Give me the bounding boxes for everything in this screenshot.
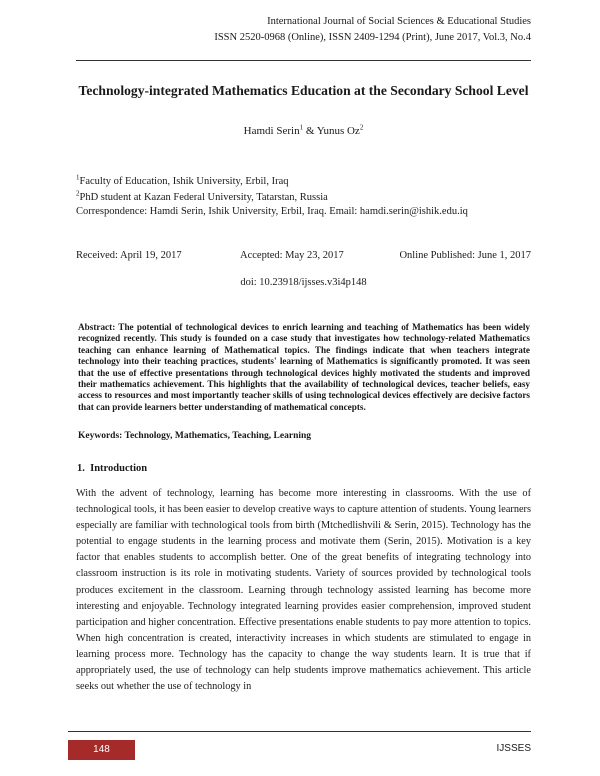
affiliation-superscript: 1 — [76, 173, 80, 182]
received-date: Received: April 19, 2017 — [76, 250, 182, 261]
abstract: Abstract: The potential of technological devices to enrich learning and teaching of Mathematics has been widely recognized recently. This study is founded on a case study that investigates how technology-related Mathematics teaching can enhance learning of Mathematical topics. The findings indicate that when teachers integrate technology into their teaching practices, students' learning of Mathematics is significantly promoted. It was seen that the use of effective presentations through technological devices highly motivated the students and improved their mathematics achievement. This highlights that the availability of technological devices, teacher beliefs, easy access to resources and most importantly teacher skills of using technological devices effectively are decisive factors that can provide learners better understanding of mathematical concepts. — [78, 322, 530, 412]
affiliation-superscript: 2 — [76, 189, 80, 198]
affiliation-text: PhD student at Kazan Federal University, Tatarstan, Russia — [79, 192, 328, 203]
section-heading: 1. Introduction — [77, 463, 148, 474]
page-number: 148 — [68, 740, 135, 760]
author-name: Hamdi Serin — [243, 125, 300, 137]
author-name: Yunus Oz — [316, 125, 360, 137]
footer-journal-abbr: IJSSES — [496, 743, 531, 754]
footer-divider — [68, 731, 531, 732]
journal-issn: ISSN 2520-0968 (Online), ISSN 2409-1294 (Print), June 2017, Vol.3, No.4 — [214, 31, 531, 43]
journal-name: International Journal of Social Sciences & Educational Studies — [267, 16, 531, 27]
intro-paragraph: With the advent of technology, learning has become more interesting in classrooms. With the use of technological tools, it has been easier to develop creative ways to capture attention of students. Young learners especially are familiar with technological tools from birth (Mtchedlishvili & Serin, 2015). Technology has the potential to engage students in the learning process and motivate them (Serin, 2015). Motivation is a key factor that enables students to accomplish better. One of the great benefits of integrating technology into classroom instruction is its role in motivating students. Variety of sources provided by technological tools produces excitement in the classroom. Learning through technology assisted learning has become more interesting and enjoyable. Technology integrated learning provides easier comprehension, improved student participation and higher concentration. Effective presentations enable students to pay more attention to topics. When high concentration is created, interactivity increases in which students are stimulated to engage in learning process more. Technology has the capacity to change the way students learn. It is true that if appropriately used, the use of technology can help students improve mathematics achievement. This article seeks out whether the use of technology in — [76, 488, 531, 693]
doi: doi: 10.23918/ijsses.v3i4p148 — [240, 277, 367, 288]
journal-header — [71, 14, 531, 45]
author-line — [76, 125, 531, 137]
keywords: Keywords: Technology, Mathematics, Teaching, Learning — [78, 431, 312, 441]
affiliation-2 — [76, 191, 536, 205]
affiliation-text: Faculty of Education, Ishik University, Erbil, Iraq — [79, 176, 289, 187]
header-divider — [76, 60, 531, 61]
affiliation-1 — [76, 175, 536, 189]
author-superscript: 2 — [359, 123, 364, 132]
author-separator: & — [303, 125, 317, 137]
author-superscript: 1 — [299, 123, 304, 132]
correspondence: Correspondence: Hamdi Serin, Ishik University, Erbil, Iraq. Email: hamdi.serin@ishik.edu.iq — [76, 206, 468, 217]
paper-title: Technology-integrated Mathematics Education at the Secondary School Level — [78, 83, 529, 98]
accepted-date: Accepted: May 23, 2017 — [240, 250, 344, 261]
published-date: Online Published: June 1, 2017 — [399, 250, 531, 261]
